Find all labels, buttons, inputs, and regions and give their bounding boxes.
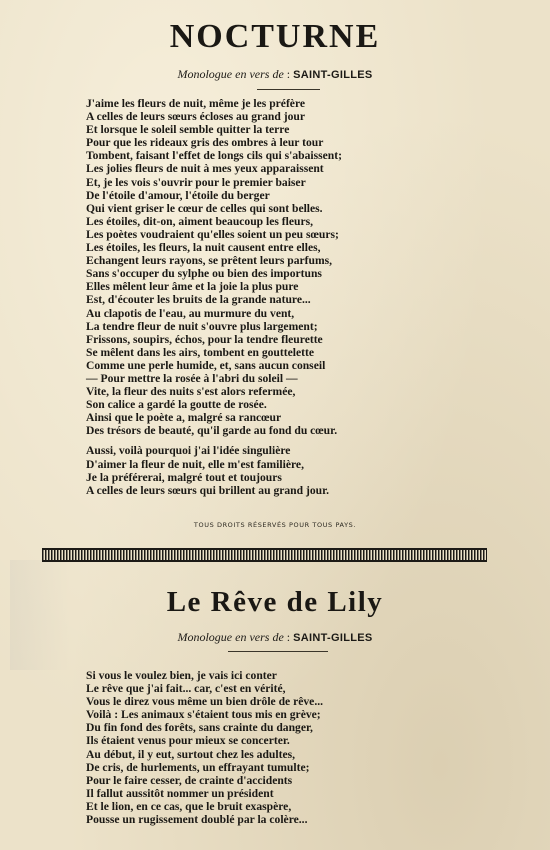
verse-line: Du fin fond des forêts, sans crainte du danger, [86,721,313,735]
verse-line: Il fallut aussitôt nommer un président [86,786,274,800]
verse-line: Pour que les rideaux gris des ombres à leur tour [86,136,324,150]
verse-line: Pousse un rugissement doublé par la colère... [86,813,308,827]
subtitle-italic: Monologue en vers de [177,67,284,81]
verse-line: Les étoiles, dit-on, aiment beaucoup les fleurs, [86,214,314,228]
stanza-1 [86,97,426,437]
verse-line: Au clapotis de l'eau, au murmure du vent, [86,306,295,320]
verse-line: Qui vient griser le cœur de celles qui sont belles. [86,201,323,215]
verse-line: Sans s'occuper du sylphe ou bien des importuns [86,267,322,281]
verse-line: Frissons, soupirs, échos, pour la tendre fleurette [86,332,323,346]
verse-line: D'aimer la fleur de nuit, elle m'est familière, [86,457,304,471]
verse-line: De l'étoile d'amour, l'étoile du berger [86,188,270,202]
verse-line: Est, d'écouter les bruits de la grande nature... [86,293,311,307]
verse-line: Echangent leurs rayons, se prêtent leurs parfums, [86,254,333,268]
verse-line: Comme une perle humide, et, sans aucun conseil [86,358,326,372]
verse-line: La tendre fleur de nuit s'ouvre plus largement; [86,319,318,333]
verse-line: Vous le direz vous même un bien drôle de rêve... [86,695,324,709]
verse-line: Les étoiles, les fleurs, la nuit causent entre elles, [86,241,321,255]
verse-line: Et lorsque le soleil semble quitter la terre [86,123,290,137]
verse-line: Pour le faire cesser, de crainte d'accidents [86,773,293,787]
verse-line: Son calice a gardé la goutte de rosée. [86,398,267,412]
subtitle-italic: Monologue en vers de [177,630,284,644]
subtitle-nocturne [0,67,550,82]
verse-line: Se mêlent dans les airs, tombent en gouttelette [86,345,314,359]
short-rule [228,651,328,652]
verse-line: Si vous le voulez bien, je vais ici conter [86,669,277,682]
verse-line: Les jolies fleurs de nuit à mes yeux apparaissent [86,162,324,176]
rights-notice: TOUS DROITS RÉSERVÉS POUR TOUS PAYS. [193,521,357,529]
title-nocturne: NOCTURNE [169,18,381,55]
stanza-2 [86,444,426,496]
verse-line: Le rêve que j'ai fait... car, c'est en vérité, [86,682,286,696]
verse-line: Ils étaient venus pour mieux se concerter. [86,734,290,748]
verse-line: J'aime les fleurs de nuit, même je les préfère [86,97,306,110]
verse-line: A celles de leurs sœurs qui brillent au grand jour. [86,483,330,497]
verse-line: Les poètes voudraient qu'elles soient un peu sœurs; [86,227,339,241]
verse-line: Ainsi que le poète a, malgré sa rancœur [86,411,282,425]
verse-line: Voilà : Les animaux s'étaient tous mis en grève; [86,708,321,722]
author-name: SAINT-GILLES [293,632,373,644]
short-rule [257,89,320,90]
verse-line: Au début, il y eut, surtout chez les adultes, [86,747,296,761]
title-reve-de-lily: Le Rêve de Lily [166,586,384,618]
stanza-gap [86,437,426,444]
verse-line: Et le lion, en ce cas, que le bruit exaspère, [86,799,292,813]
stanza-1 [86,669,426,826]
verse-line: Et, je les vois s'ouvrir pour le premier baiser [86,175,306,189]
poem-nocturne [86,97,426,497]
verse-line: Je la préférerai, malgré tout et toujours [86,470,282,484]
subtitle-separator: : [283,67,294,81]
verse-line: Des trésors de beauté, qu'il garde au fond du cœur. [86,424,338,438]
verse-line: De cris, de hurlements, un effrayant tumulte; [86,760,310,774]
subtitle-reve [0,630,550,645]
subtitle-separator: : [283,630,294,644]
verse-line: — Pour mettre la rosée à l'abri du soleil — [86,371,298,385]
decorative-divider-band [42,548,487,562]
author-name: SAINT-GILLES [293,69,373,81]
verse-line: Vite, la fleur des nuits s'est alors refermée, [86,385,296,399]
verse-line: Elles mêlent leur âme et la joie la plus pure [86,280,299,294]
verse-line: Tombent, faisant l'effet de longs cils qui s'abaissent; [86,149,342,163]
poem-reve-de-lily [86,669,426,826]
verse-line: A celles de leurs sœurs écloses au grand jour [86,110,305,124]
verse-line: Aussi, voilà pourquoi j'ai l'idée singulière [86,444,291,458]
